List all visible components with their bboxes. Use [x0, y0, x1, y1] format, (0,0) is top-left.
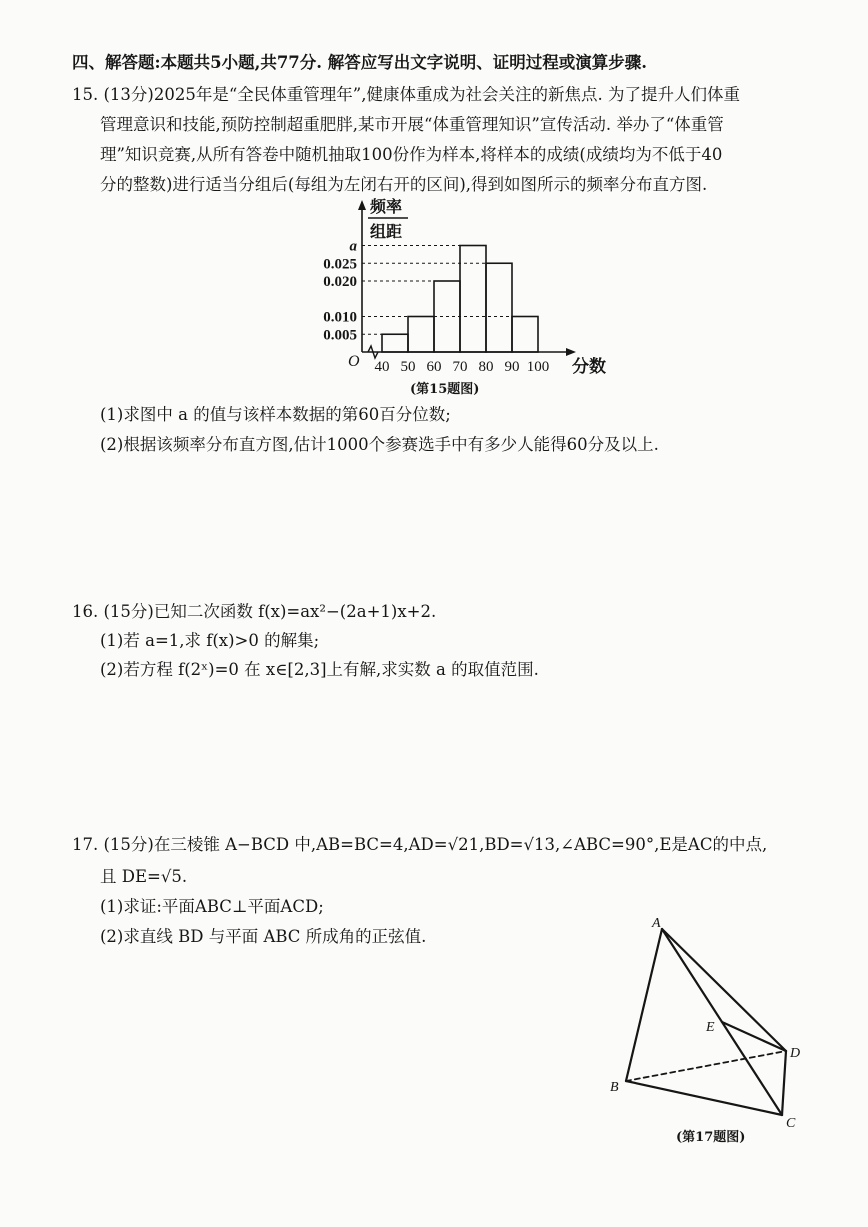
q15-figure-caption: (第15题图): [410, 382, 480, 397]
y-axis-label-denominator: 组距: [370, 224, 403, 241]
y-tick-label: a: [349, 238, 357, 255]
x-tick-label: 90: [504, 359, 520, 375]
y-tick-label: 0.010: [323, 309, 357, 326]
x-tick-label: 100: [526, 359, 550, 375]
q17-sub2: (2)求直线 BD 与平面 ABC 所成角的正弦值.: [100, 927, 427, 946]
q16-sub2: (2)若方程 f(2ˣ)=0 在 x∈[2,3]上有解,求实数 a 的取值范围.: [100, 660, 539, 679]
q17-line-2: 且 DE=√5.: [100, 867, 188, 886]
histogram-bar: [486, 263, 512, 352]
q15-sub1: (1)求图中 a 的值与该样本数据的第60百分位数;: [100, 405, 451, 424]
label-C: C: [786, 1116, 796, 1131]
edge-ad: [662, 929, 786, 1051]
y-tick-label: 0.020: [323, 274, 357, 290]
edge-bc: [626, 1081, 782, 1115]
x-tick-label: 40: [374, 359, 390, 375]
q15-line-3: 理”知识竞赛,从所有答卷中随机抽取100份作为样本,将样本的成绩(成绩均为不低于40: [100, 145, 723, 164]
y-tick-label: 0.025: [323, 256, 357, 273]
edge-bd-hidden: [626, 1051, 786, 1081]
y-axis-label-numerator: 频率: [370, 199, 403, 216]
q17-figure-caption: (第17题图): [676, 1130, 746, 1145]
q15-line-1: 15. (13分)2025年是“全民体重管理年”,健康体重成为社会关注的新焦点. 为了提升人们体重: [72, 85, 740, 104]
q17-sub1: (1)求证:平面ABC⊥平面ACD;: [100, 897, 324, 916]
q15-line-4: 分的整数)进行适当分组后(每组为左闭右开的区间),得到如图所示的频率分布直方图.: [100, 175, 708, 194]
edge-cd: [782, 1051, 786, 1115]
x-tick-label: 50: [400, 359, 416, 375]
histogram-bar: [460, 246, 486, 353]
x-tick-label: 70: [452, 359, 468, 375]
x-axis-label: 分数: [572, 357, 606, 376]
q15-sub2: (2)根据该频率分布直方图,估计1000个参赛选手中有多少人能得60分及以上.: [100, 435, 659, 454]
label-A: A: [652, 916, 661, 931]
edge-ab: [626, 929, 662, 1081]
section-header: 四、解答题:本题共5小题,共77分. 解答应写出文字说明、证明过程或演算步骤.: [72, 53, 648, 72]
x-tick-label: 60: [426, 359, 442, 375]
tetrahedron-figure: [600, 905, 820, 1135]
frequency-histogram: [300, 192, 610, 380]
y-axis-arrow: [358, 200, 366, 210]
label-B: B: [610, 1080, 619, 1095]
x-tick-label: 80: [478, 359, 494, 375]
x-axis-arrow: [566, 348, 576, 356]
q16-line-1: 16. (15分)已知二次函数 f(x)=ax²−(2a+1)x+2.: [72, 602, 437, 621]
label-D: D: [790, 1046, 801, 1061]
histogram-bar: [382, 334, 408, 352]
histogram-bar: [408, 317, 434, 353]
y-tick-label: 0.005: [323, 327, 357, 344]
origin-label: O: [348, 353, 360, 370]
histogram-bar: [512, 317, 538, 353]
q15-line-2: 管理意识和技能,预防控制超重肥胖,某市开展“体重管理知识”宣传活动. 举办了“体重管: [100, 115, 724, 134]
q17-line-1: 17. (15分)在三棱锥 A−BCD 中,AB=BC=4,AD=√21,BD=√13,∠ABC=90°,E是AC的中点,: [72, 835, 768, 854]
label-E: E: [706, 1020, 715, 1035]
q16-sub1: (1)若 a=1,求 f(x)>0 的解集;: [100, 631, 320, 650]
